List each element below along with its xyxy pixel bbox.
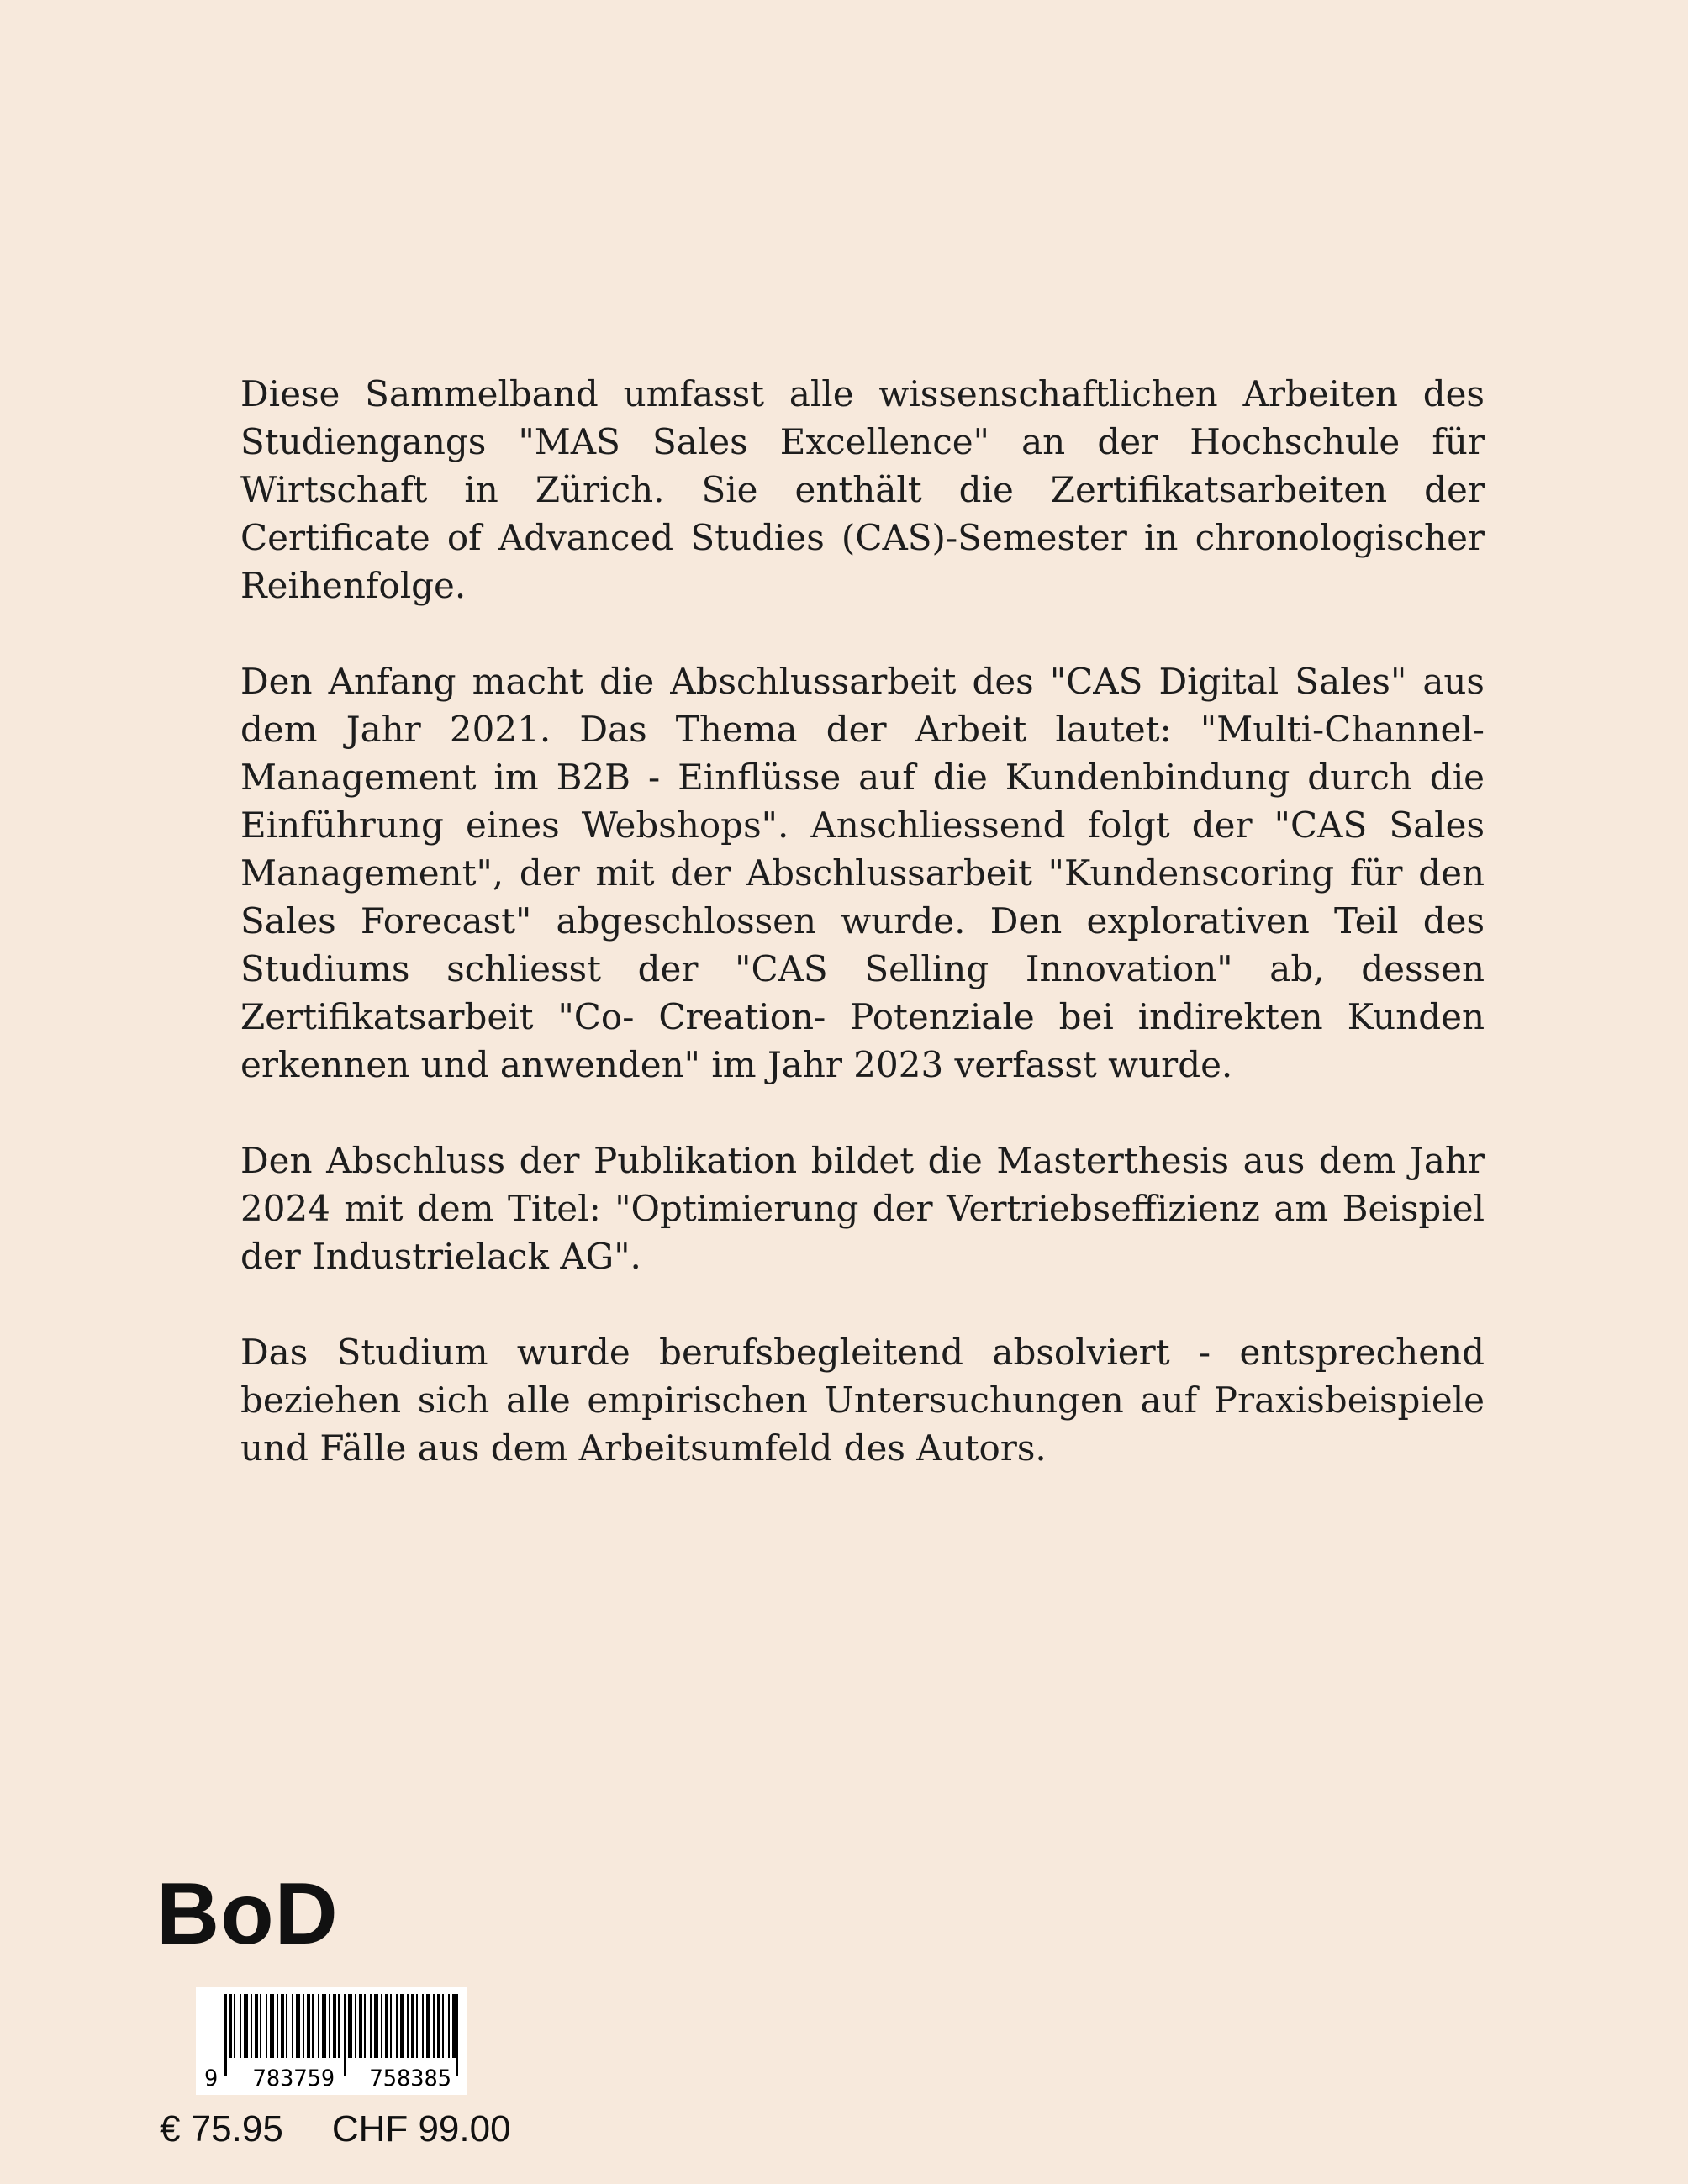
barcode-digit-left: 9 <box>201 2065 221 2092</box>
barcode-guard-bar <box>224 1994 227 2076</box>
cover-paragraph-3: Den Abschluss der Publikation bildet die Masterthesis aus dem Jahr 2024 mit dem Titel: "Optimierung der Vertriebseffizienz am Beispiel der Industrielack AG". <box>240 1140 1485 1277</box>
cover-paragraph-4: Das Studium wurde berufsbegleitend absolviert - entsprechend beziehen sich alle empirischen Untersuchungen auf Praxisbeispiele und Fälle aus dem Arbeitsumfeld des Autors. <box>240 1332 1485 1469</box>
price-chf: CHF 99.00 <box>331 2108 511 2150</box>
barcode-guard-bar <box>456 1994 458 2076</box>
cover-text-block <box>240 370 1485 1472</box>
cover-paragraph-1: Diese Sammelband umfasst alle wissenschaftlichen Arbeiten des Studiengangs "MAS Sales Excellence" an der Hochschule für Wirtschaft in Zürich. Sie enthält die Zertifikatsarbeiten der Certificate of Advanced Studies (CAS)-Semester in chronologischer Reihenfolge. <box>240 373 1485 606</box>
isbn-barcode <box>196 1987 467 2095</box>
price-row <box>160 2108 511 2150</box>
barcode-bars <box>224 1994 458 2058</box>
publisher-logo: BoD <box>156 1865 339 1963</box>
barcode-digit-group-1: 783759 <box>250 2065 339 2092</box>
cover-paragraph-2: Den Anfang macht die Abschlussarbeit des "CAS Digital Sales" aus dem Jahr 2021. Das Thema der Arbeit lautet: "Multi-Channel-Management im B2B - Einflüsse auf die Kundenbindung durch die Einführung eines Webshops". Anschliessend folgt der "CAS Sales Management", der mit der Abschlussarbeit "Kundenscoring für den Sales Forecast" abgeschlossen wurde. Den explorativen Teil des Studiums schliesst der "CAS Selling Innovation" ab, dessen Zertifikatsarbeit "Co- Creation- Potenziale bei indirekten Kunden erkennen und anwenden" im Jahr 2023 verfasst wurde. <box>240 661 1485 1085</box>
barcode-digit-group-2: 758385 <box>366 2065 455 2092</box>
barcode-digits <box>201 2065 455 2092</box>
price-eur: € 75.95 <box>160 2108 283 2150</box>
barcode-guard-bar <box>344 1994 346 2076</box>
